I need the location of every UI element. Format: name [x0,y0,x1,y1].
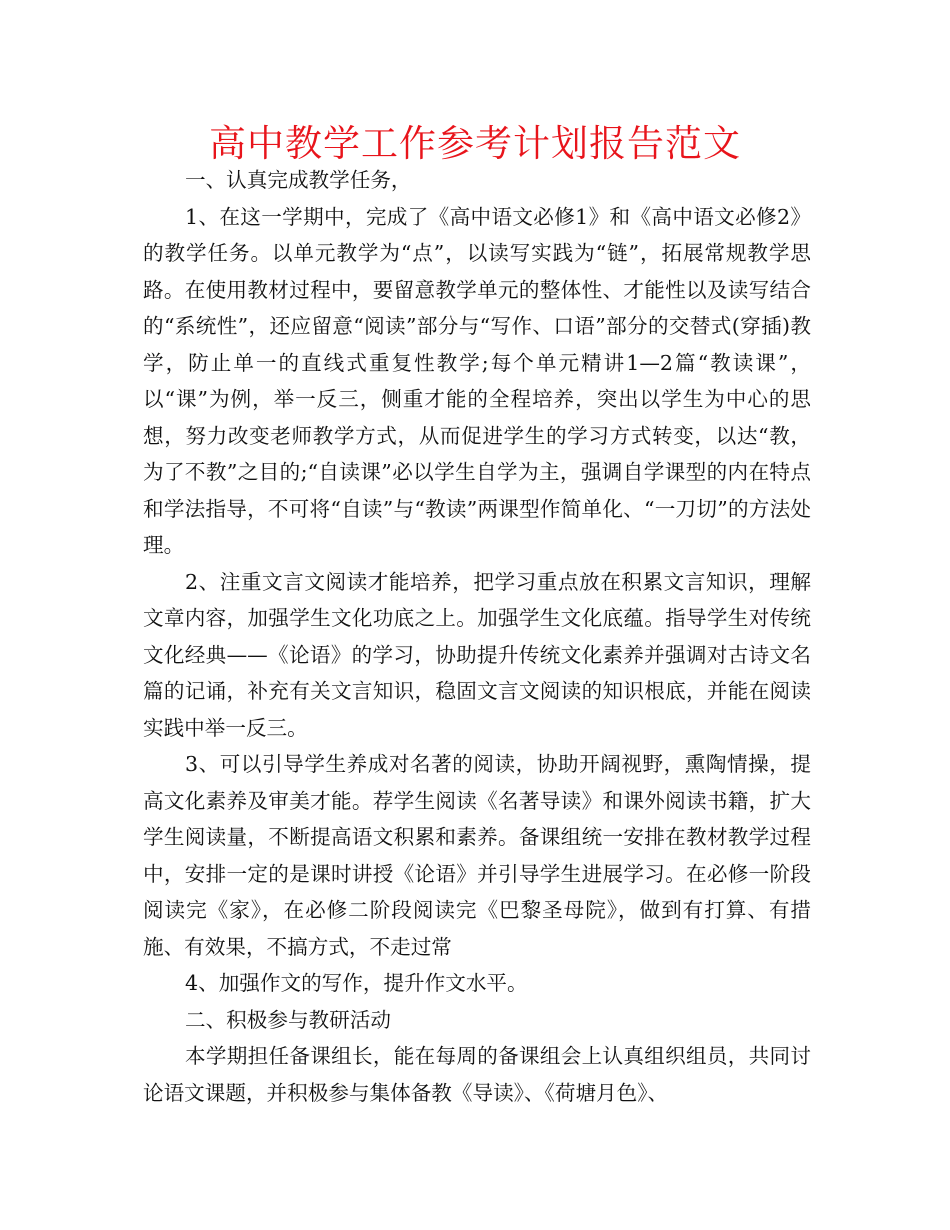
section-heading-2: 二、积极参与教研活动 [185,1007,391,1032]
document-title: 高中教学工作参考计划报告范文 [209,122,741,165]
paragraph-2: 2、注重文言文阅读才能培养，把学习重点放在积累文言知识，理解文章内容，加强学生文化功底之上。加强学生文化底蕴。指导学生对传统文化经典——《论语》的学习，协助提升传统文化素养并强调对古诗文名篇的记诵，补充有关文言知识，稳固文言文阅读的知识根底，并能在阅读实践中举一反三。 [143,569,811,740]
paragraph-4: 4、加强作文的写作，提升作文水平。 [185,971,528,995]
paragraph-1: 1、在这一学期中，完成了《高中语文必修1》和《高中语文必修2》的教学任务。以单元教学为“点”，以读写实践为“链”，拓展常规教学思路。在使用教材过程中，要留意教学单元的整体性、才能性以及读写结合的“系统性”，还应留意“阅读”部分与“写作、口语”部分的交替式(穿插)教学，防止单一的直线式重复性教学;每个单元精讲1—2篇“教读课”，以“课”为例，举一反三，侧重才能的全程培养，突出以学生为中心的思想，努力改变老师教学方式，从而促进学生的学习方式转变，以达“教，为了不教”之目的;“自读课”必以学生自学为主，强调自学课型的内在特点和学法指导，不可将“自读”与“教读”两课型作简单化、“一刀切”的方法处理。 [143,204,811,557]
paragraph-5: 本学期担任备课组长，能在每周的备课组会上认真组织组员，共同讨论语文课题，并积极参与集体备教《导读》、《荷塘月色》、 [143,1044,811,1105]
paragraph-3: 3、可以引导学生养成对名著的阅读，协助开阔视野，熏陶情操，提高文化素养及审美才能。荐学生阅读《名著导读》和课外阅读书籍，扩大学生阅读量，不断提高语文积累和素养。备课组统一安排在教材教学过程中，安排一定的是课时讲授《论语》并引导学生进展学习。在必修一阶段阅读完《家》，在必修二阶段阅读完《巴黎圣母院》，做到有打算、有措施、有效果，不搞方式，不走过常 [143,752,811,959]
document-body [143,162,811,1111]
section-heading-1: 一、认真完成教学任务， [185,168,412,192]
